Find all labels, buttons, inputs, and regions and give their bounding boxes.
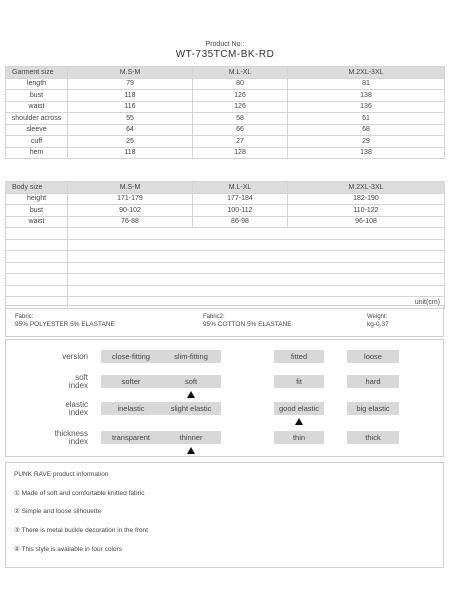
table-cell: 76-88	[68, 216, 193, 228]
index-option: inelastic	[101, 402, 161, 415]
empty-cell	[68, 262, 445, 274]
empty-cell	[68, 228, 445, 240]
table-cell: 90-102	[68, 205, 193, 217]
table-row	[6, 147, 445, 159]
fabric1-value: 95% POLYESTER 5% ELASTANE	[15, 321, 115, 328]
empty-cell	[68, 274, 445, 286]
table-cell: 27	[193, 136, 288, 148]
header-cell: M.S-M	[68, 182, 193, 194]
table-cell: 79	[68, 78, 193, 90]
unit-label: unit(cm)	[68, 297, 445, 309]
table-cell: cuff	[6, 136, 68, 148]
table-cell: waist	[6, 101, 68, 113]
table-cell: 136	[288, 101, 445, 113]
product-number: WT-735TCM-BK-RD	[175, 49, 275, 60]
index-option: thin	[274, 431, 324, 444]
selection-arrow-icon	[187, 447, 195, 454]
table-row	[6, 113, 445, 125]
table-header-row	[6, 67, 445, 79]
fabric-index-box	[5, 339, 444, 457]
table-cell: 138	[288, 147, 445, 159]
table-row	[6, 136, 445, 148]
product-info-item: ④ This style is available in four colors	[14, 546, 122, 553]
header-cell: M.2XL-3XL	[288, 67, 445, 79]
empty-cell	[68, 285, 445, 297]
table-cell: 86-98	[193, 216, 288, 228]
empty-cell	[6, 228, 68, 240]
table-row	[6, 101, 445, 113]
table-row	[6, 124, 445, 136]
fabric2	[203, 313, 292, 329]
table-row	[6, 193, 445, 205]
header-cell: Body size	[6, 182, 68, 194]
table-cell: 182-190	[288, 193, 445, 205]
index-option: slim-fitting	[161, 350, 221, 363]
product-info-item: ① Made of soft and comfortable knitted fabric	[14, 490, 145, 497]
table-cell: 81	[288, 78, 445, 90]
header-cell: M.L-XL	[193, 182, 288, 194]
product-info-item: ② Simple and loose silhouette	[14, 508, 102, 515]
table-cell: 58	[193, 113, 288, 125]
index-row-label: version	[62, 352, 88, 361]
index-row-label: elastic index	[65, 400, 88, 417]
table-row	[6, 216, 445, 228]
index-option: loose	[347, 350, 399, 363]
table-cell: 61	[288, 113, 445, 125]
empty-cell	[6, 239, 68, 251]
header-cell: M.L-XL	[193, 67, 288, 79]
fabric-info-box	[5, 305, 444, 337]
fabric2-value: 95% COTTON 5% ELASTANE	[203, 321, 292, 328]
fabric1-label: Fabric:	[15, 314, 34, 320]
empty-row	[6, 228, 445, 240]
empty-cell	[68, 239, 445, 251]
table-cell: 66	[193, 124, 288, 136]
index-option: transparent	[101, 431, 161, 444]
empty-row	[6, 285, 445, 297]
empty-cell	[6, 274, 68, 286]
table-cell: sleeve	[6, 124, 68, 136]
selection-arrow-icon	[187, 391, 195, 398]
table-cell: 68	[288, 124, 445, 136]
index-option: fit	[274, 375, 324, 388]
product-no-label: Product No.:	[205, 41, 245, 48]
empty-cell	[6, 262, 68, 274]
index-option: fitted	[274, 350, 324, 363]
empty-row	[6, 262, 445, 274]
weight-label: Weight:	[367, 314, 388, 320]
table-cell: 118	[68, 90, 193, 102]
empty-row	[6, 239, 445, 251]
header-cell: Garment size	[6, 67, 68, 79]
table-cell: 55	[68, 113, 193, 125]
body-size-table	[5, 181, 445, 309]
empty-cell	[68, 251, 445, 263]
header-cell: M.S-M	[68, 67, 193, 79]
table-cell: 128	[193, 147, 288, 159]
header-cell: M.2XL-3XL	[288, 182, 445, 194]
empty-row	[6, 251, 445, 263]
header	[0, 40, 450, 61]
table-row	[6, 78, 445, 90]
table-header-row	[6, 182, 445, 194]
index-option: hard	[347, 375, 399, 388]
product-info-item: ③ There is metal buckle decoration in the front	[14, 527, 148, 534]
index-option: big elastic	[347, 402, 399, 415]
table-cell: 171-179	[68, 193, 193, 205]
table-cell: shoulder across	[6, 113, 68, 125]
index-option: thinner	[161, 431, 221, 444]
table-cell: bust	[6, 205, 68, 217]
table-cell: 29	[288, 136, 445, 148]
empty-cell	[6, 251, 68, 263]
table-row	[6, 205, 445, 217]
index-option: softer	[101, 375, 161, 388]
table-cell: waist	[6, 216, 68, 228]
table-cell: 25	[68, 136, 193, 148]
index-row-label: thickness index	[54, 429, 88, 446]
empty-row	[6, 274, 445, 286]
table-cell: height	[6, 193, 68, 205]
table-cell: 110-122	[288, 205, 445, 217]
weight-value: kg-0.37	[367, 321, 389, 328]
table-cell: 126	[193, 101, 288, 113]
table-cell: 138	[288, 90, 445, 102]
table-cell: bust	[6, 90, 68, 102]
table-cell: 116	[68, 101, 193, 113]
index-option: good elastic	[274, 402, 324, 415]
table-cell: 177-184	[193, 193, 288, 205]
empty-cell	[6, 285, 68, 297]
table-cell: 80	[193, 78, 288, 90]
index-option: soft	[161, 375, 221, 388]
product-info-box	[5, 462, 444, 568]
table-cell: 100-112	[193, 205, 288, 217]
table-row	[6, 90, 445, 102]
table-cell: 126	[193, 90, 288, 102]
product-info-title: PUNK RAVE product information	[14, 471, 109, 478]
index-row-label: soft index	[68, 373, 88, 390]
table-cell: length	[6, 78, 68, 90]
index-option: slight elastic	[161, 402, 221, 415]
table-cell: 118	[68, 147, 193, 159]
index-option: close-fitting	[101, 350, 161, 363]
selection-arrow-icon	[295, 418, 303, 425]
weight	[367, 313, 389, 329]
fabric2-label: Fabric2:	[203, 314, 225, 320]
garment-size-table	[5, 66, 445, 159]
table-cell: hem	[6, 147, 68, 159]
table-cell: 64	[68, 124, 193, 136]
fabric1	[15, 313, 115, 329]
index-option: thick	[347, 431, 399, 444]
table-cell: 96-108	[288, 216, 445, 228]
